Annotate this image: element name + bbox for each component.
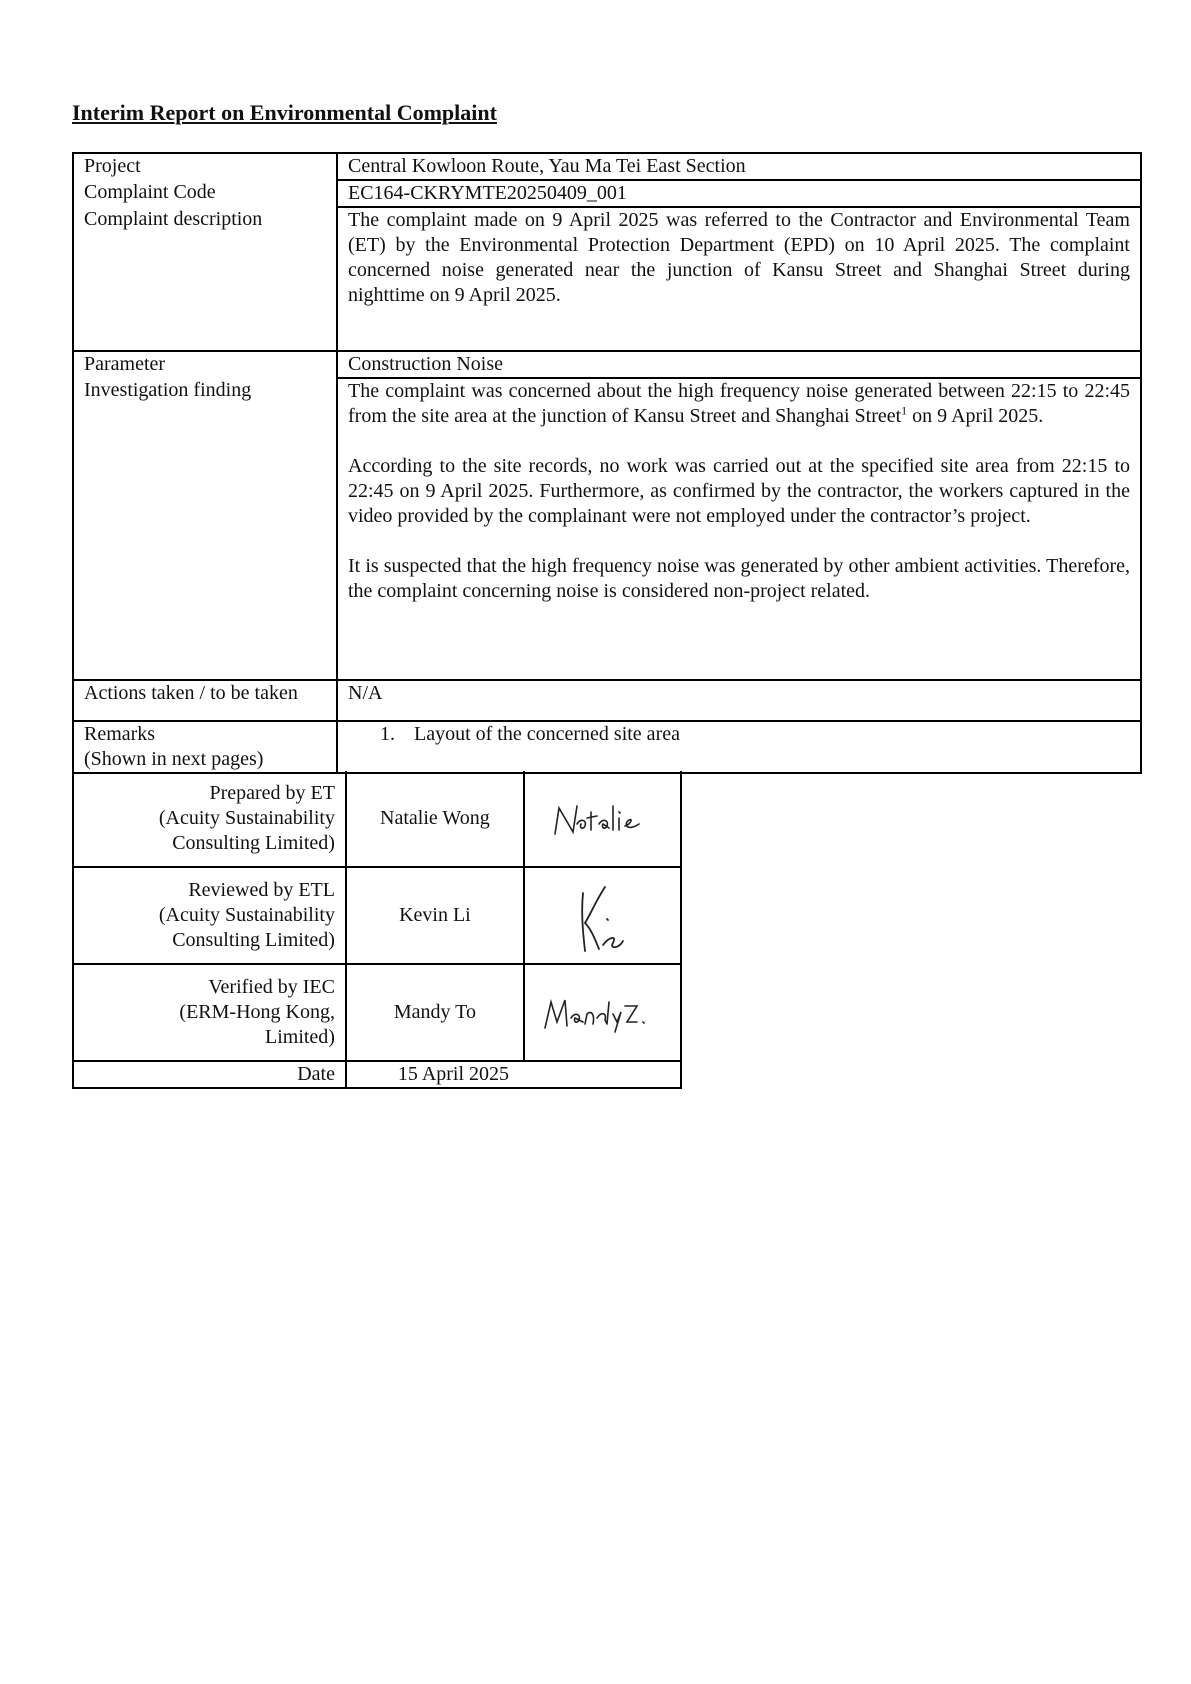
table-row <box>73 964 681 1061</box>
list-item: 1. Layout of the concerned site area <box>400 722 1130 747</box>
prepared-by-role: Prepared by ET (Acuity Sustainability Consulting Limited) <box>73 771 346 867</box>
complaint-description-value: The complaint made on 9 April 2025 was referred to the Contractor and Environmental Team (ET) by the Environmental Protection Department (EPD) on 10 April 2025. The complaint concerned noise generated near the junction of Kansu Street and Shanghai Street during nighttime on 9 April 2025. <box>337 207 1141 351</box>
table-row <box>73 351 1141 378</box>
complaint-details-table <box>72 152 1142 774</box>
table-row <box>73 153 1141 180</box>
table-row <box>73 867 681 964</box>
investigation-finding-value <box>337 378 1141 680</box>
parameter-value: Construction Noise <box>337 351 1141 378</box>
footnote-marker: 1 <box>901 403 908 418</box>
parameter-label: Parameter <box>73 351 337 378</box>
table-row <box>73 771 681 867</box>
prepared-by-name: Natalie Wong <box>346 771 524 867</box>
actions-value: N/A <box>337 680 1141 721</box>
report-title: Interim Report on Environmental Complaint <box>72 100 497 125</box>
finding-paragraph-3: It is suspected that the high frequency noise was generated by other ambient activities. Therefore, the complaint concerning noise is considered non-project related. <box>348 555 1130 602</box>
table-row <box>73 207 1141 351</box>
table-row <box>73 680 1141 721</box>
signature-table <box>72 771 682 1089</box>
table-row <box>73 180 1141 207</box>
finding-paragraph-1: The complaint was concerned about the high frequency noise generated between 22:15 to 22:45 from the site area at the junction of Kansu Street and Shanghai Street$^1$ on 9 April 2025. <box>348 380 1130 427</box>
date-label: Date <box>73 1061 346 1088</box>
actions-label: Actions taken / to be taken <box>73 680 337 721</box>
date-value: 15 April 2025 <box>346 1061 681 1088</box>
signature-mandy <box>524 964 681 1061</box>
signature-natalie <box>524 771 681 867</box>
remarks-value <box>337 721 1141 773</box>
reviewed-by-name: Kevin Li <box>346 867 524 964</box>
table-row <box>73 1061 681 1088</box>
investigation-finding-label: Investigation finding <box>73 378 337 680</box>
table-row <box>73 721 1141 773</box>
table-row <box>73 378 1141 680</box>
signature-kevin <box>524 867 681 964</box>
complaint-code-value: EC164-CKRYMTE20250409_001 <box>337 180 1141 207</box>
verified-by-name: Mandy To <box>346 964 524 1061</box>
remarks-label: Remarks (Shown in next pages) <box>73 721 337 773</box>
reviewed-by-role: Reviewed by ETL (Acuity Sustainability Consulting Limited) <box>73 867 346 964</box>
finding-paragraph-2: According to the site records, no work was carried out at the specified site area from 22:15 to 22:45 on 9 April 2025. Furthermore, as confirmed by the contractor, the workers captured in the video provided by the complainant were not employed under the contractor’s project. <box>348 455 1130 527</box>
complaint-code-label: Complaint Code <box>73 180 337 207</box>
project-value: Central Kowloon Route, Yau Ma Tei East Section <box>337 153 1141 180</box>
project-label: Project <box>73 153 337 180</box>
complaint-description-label: Complaint description <box>73 207 337 351</box>
remarks-list <box>348 722 1130 747</box>
verified-by-role: Verified by IEC (ERM-Hong Kong, Limited) <box>73 964 346 1061</box>
